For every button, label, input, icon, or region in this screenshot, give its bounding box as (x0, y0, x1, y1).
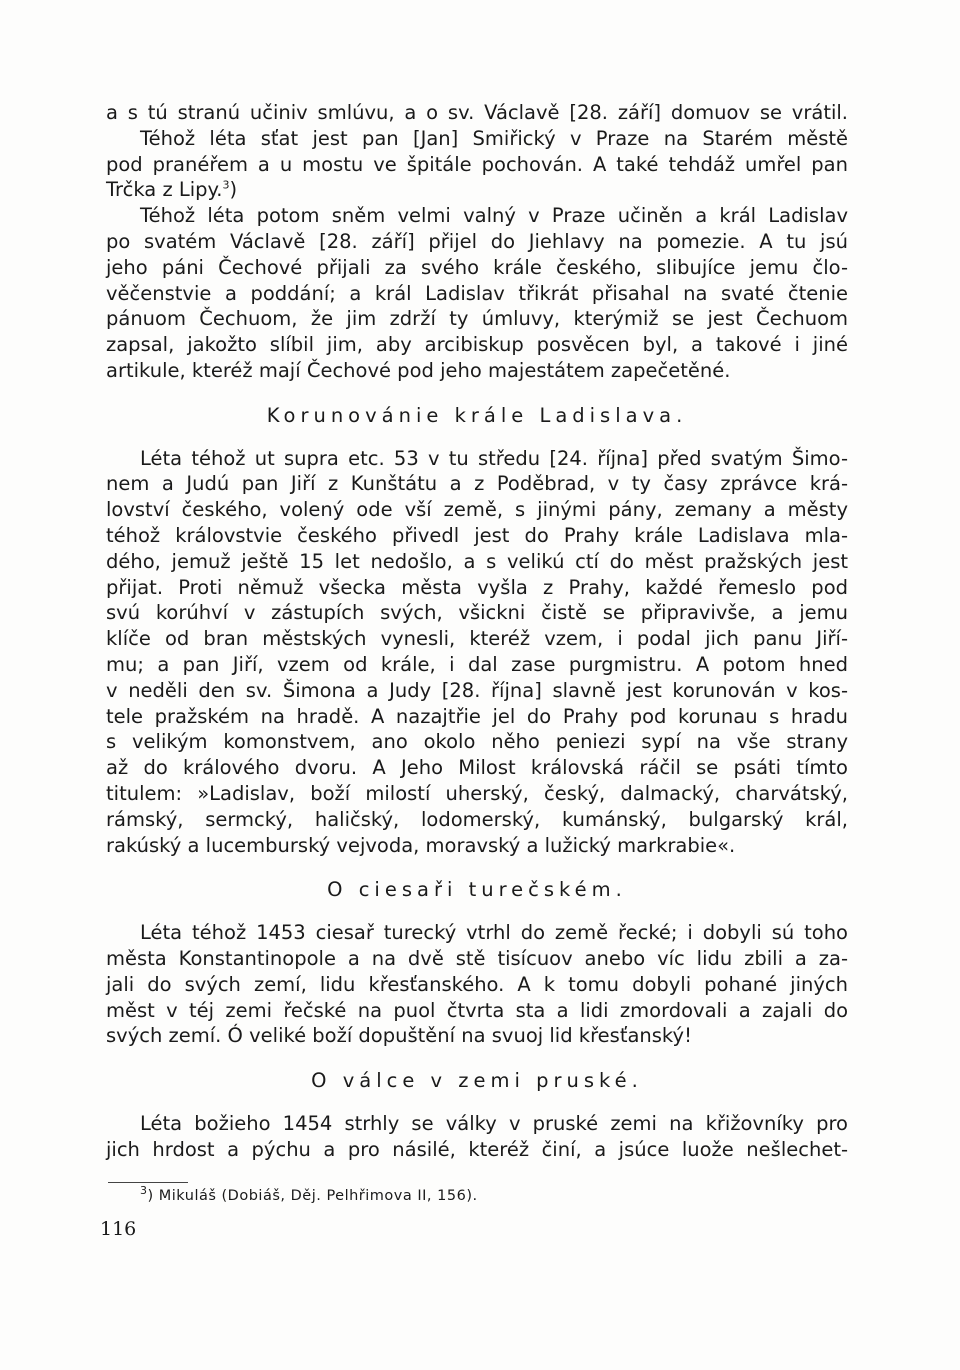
text-line: měst v téj zemi řečské na puol čtvrta sta a lidi zmordovali a zajali do (106, 998, 848, 1022)
page-body (106, 100, 848, 1162)
text-line: artikule, kteréž mají Čechové pod jeho majestátem zapečetěné. (106, 358, 731, 382)
section-heading: O válce v zemi pruské. (311, 1069, 643, 1093)
text-line: svú korúhví v zástupích svých, všickni čistě se připravivše, a jemu (106, 601, 848, 625)
text-line: nem a Judú pan Jiří z Kunštátu a z Poděbrad, v ty časy zprávce krá- (106, 472, 848, 496)
text-line: pod pranéřem a u mostu ve špitále pochován. A také tehdáž umřel pan (106, 152, 848, 176)
text-line: tele pražském na hradě. A nazajtřie jel do Prahy pod korunau s hradu (106, 704, 848, 728)
text-line: lovství českého, volený ode vší země, s jinými pány, zemany a městy (106, 498, 848, 522)
paragraph-3 (106, 446, 848, 859)
paragraph-1 (106, 100, 848, 203)
text-line: titulem: »Ladislav, boží milostí uherský, český, dalmacký, charvátský, (106, 781, 848, 805)
paragraph-5 (106, 1111, 848, 1163)
text-line: svých zemí. Ó veliké boží dopuštění na svuoj lid křesťanský! (106, 1024, 692, 1048)
text-line: klíče od bran městských vynesli, kteréž vzem, i podal jich panu Jiří- (106, 627, 848, 651)
text-line: a s tú stranú učiniv smlúvu, a o sv. Václavě [28. září] domuov se vrátil. (106, 101, 848, 124)
text-line: Téhož léta potom sněm velmi valný v Praze učiněn a král Ladislav (140, 204, 848, 228)
footnote-text: ) Mikuláš (Dobiáš, Děj. Pelhřimova II, 156). (147, 1188, 478, 1204)
text-span: Trčka z Lipy. (106, 178, 223, 202)
text-line: jeho páni Čechové přijali za svého krále českého, slibujíce jemu člo- (106, 255, 848, 279)
text-line: s velikým komonstvem, ano okolo něho peniezi sypí na vše strany (106, 730, 848, 754)
text-line: Léta božieho 1454 strhly se války v pruské zemi na křižovníky pro (140, 1111, 848, 1135)
text-line: Téhož léta sťat jest pan [Jan] Smiřický v Praze na Starém městě (140, 126, 848, 150)
footnote-mark: 3 (140, 1184, 148, 1198)
text-line: jich hrdost a pýchu a pro násilé, kteréž činí, a jsúce luože nešlechet- (106, 1137, 848, 1161)
text-line: po svatém Václavě [28. září] přijel do Jiehlavy na pomezie. A tu jsú (106, 229, 848, 253)
text-line: v neděli den sv. Šimona a Judy [28. října] slavně jest korunován v kos- (106, 678, 848, 702)
footnote-ref: 3 (222, 178, 230, 192)
text-line: dého, jemuž ještě 15 let nedošlo, a s velikú ctí do měst pražských jest (106, 549, 848, 573)
text-line: přijat. Proti němuž všecka města vyšla z Prahy, každé řemeslo pod (106, 575, 848, 599)
text-line: mu; a pan Jiří, vzem od krále, i dal zase purgmistru. A potom hned (106, 652, 848, 676)
text-line: téhož královstvie českého přivedl jest do Prahy krále Ladislava mla- (106, 523, 848, 547)
section-heading: O ciesaři turečském. (327, 878, 627, 902)
text-line: až do královéhо dvoru. A Jeho Milost královská ráčil se psáti tímto (106, 756, 848, 780)
footnote (140, 1184, 478, 1204)
text-line: Léta téhož ut supra etc. 53 v tu středu [24. října] před svatým Šimo- (140, 446, 848, 470)
text-line: zapsal, jakožto slíbil jim, aby arcibiskup posvěcen byl, a takové i jiné (106, 333, 848, 357)
text-span: ) (229, 178, 238, 202)
section-heading: Korunovánie krále Ladislava. (266, 403, 688, 427)
text-line: věčenstvie a poddání; a král Ladislav třikrát přisahal na svaté čtenie (106, 281, 848, 305)
text-line: rámský, sermcký, haličský, lodomerský, kumánský, bulgarský král, (106, 807, 848, 831)
text-line: rakúský a lucemburský vejvoda, moravský a lužický markrabie«. (106, 833, 736, 857)
text-line: jali do svých zemí, lidu křesťanského. A k tomu dobyli pohané jiných (106, 972, 848, 996)
text-line: pánuom Čechuom, že jim zdrží ty úmluvy, kterýmiž se jest Čechuom (106, 307, 848, 331)
text-line (106, 177, 848, 203)
paragraph-4 (106, 920, 848, 1049)
paragraph-2 (106, 203, 848, 384)
text-line: Léta téhož 1453 ciesař turecký vtrhl do země řecké; i dobyli sú toho (140, 921, 848, 945)
page-number: 116 (100, 1218, 137, 1240)
text-line: města Konstantinopole a na dvě stě tisícuov anebo víc lidu zbili a za- (106, 946, 848, 970)
footnote-divider (108, 1182, 188, 1183)
